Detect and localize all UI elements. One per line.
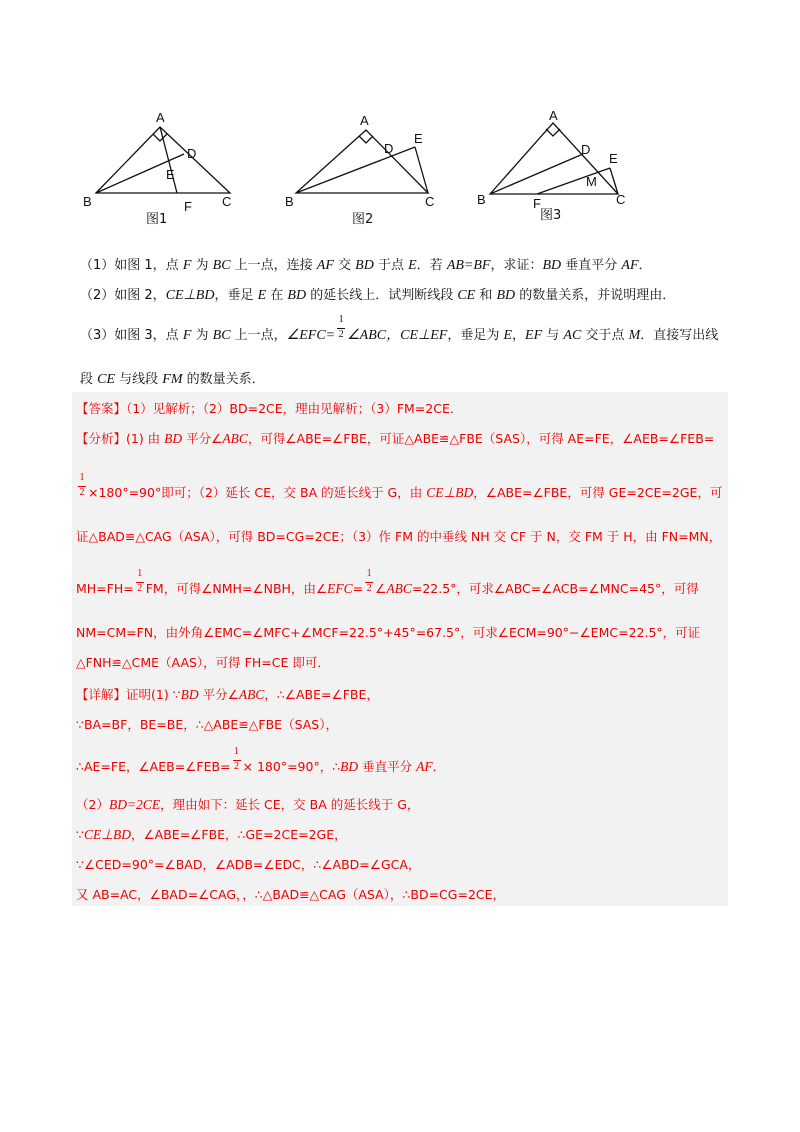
fraction-half: $\frac{1}{2}$ bbox=[234, 745, 240, 772]
label-e: E bbox=[166, 167, 175, 182]
figure-1-caption: 图1 bbox=[146, 212, 168, 227]
detail-line-2: ∵BA=BF，BE=BE，∴△ABE≌△FBE（SAS）， bbox=[76, 717, 338, 732]
label-e: E bbox=[609, 151, 618, 166]
analysis-line-2: $\frac{1}{2}$ ×180°=90°即可；（2）延长 CE，交 BA 的延长线于 G，由 CE⊥BD，∠ABE=∠FBE，可得 GE=2CE=2GE，可 bbox=[76, 484, 722, 503]
question-3: （3）如图 3，点 F 为 BC 上一点，∠EFC= $\frac{1}{2}$ ∠ABC，CE⊥EF，垂足为 E，EF 与 AC 交于点 M．直接写出线 bbox=[80, 313, 719, 343]
label-e: E bbox=[414, 131, 423, 146]
label-c: C bbox=[425, 194, 435, 209]
label-c: C bbox=[616, 192, 626, 207]
label-b: B bbox=[285, 194, 294, 209]
label-a: A bbox=[549, 108, 558, 123]
detail-line-3: ∴AE=FE，∠AEB=∠FEB= $\frac{1}{2}$ × 180°=90°，∴BD 垂直平分 AF． bbox=[76, 758, 445, 777]
figure-3-caption: 图3 bbox=[540, 208, 562, 223]
detail-line-6: ∵∠CED=90°=∠BAD，∠ADB=∠EDC，∴∠ABD=∠GCA， bbox=[76, 857, 421, 872]
segment-fe bbox=[537, 168, 610, 194]
analysis-line-6: △FNH≌△CME（AAS），可得 FH=CE 即可． bbox=[76, 655, 330, 670]
label-a: A bbox=[360, 113, 369, 128]
label-c: C bbox=[222, 194, 232, 209]
analysis-line-3: 证△BAD≌△CAG（ASA），可得 BD=CG=2CE；（3）作 FM 的中垂线 NH 交 CF 于 N，交 FM 于 H，由 FN=MN， bbox=[76, 529, 722, 544]
label-f: F bbox=[184, 199, 192, 214]
segment-bd bbox=[490, 154, 583, 194]
figure-2-caption: 图2 bbox=[352, 212, 374, 227]
label-d: D bbox=[384, 141, 394, 156]
label-a: A bbox=[156, 110, 165, 125]
label-d: D bbox=[581, 142, 591, 157]
question-1: （1）如图 1，点 F 为 BC 上一点，连接 AF 交 BD 于点 E．若 AB=BF，求证：BD 垂直平分 AF． bbox=[80, 258, 652, 273]
figure-2-diagram bbox=[280, 105, 450, 230]
detail-line-4: （2）BD=2CE，理由如下：延长 CE，交 BA 的延长线于 G， bbox=[76, 797, 420, 812]
right-angle-mark bbox=[153, 134, 167, 141]
question-3-cont: 段 CE 与线段 FM 的数量关系． bbox=[80, 372, 265, 387]
figure-3 bbox=[470, 100, 645, 225]
detail-line-7: 又 AB=AC，∠BAD=∠CAG，，∴△BAD≌△CAG（ASA），∴BD=CG=2CE， bbox=[76, 887, 506, 902]
label-f: F bbox=[533, 196, 541, 211]
segment-af bbox=[160, 127, 177, 193]
analysis-line-1: 【分析】(1) 由 BD 平分∠ABC，可得∠ABE=∠FBE，可证△ABE≌△FBE（SAS），可得 AE=FE，∠AEB=∠FEB= bbox=[76, 431, 715, 446]
figure-3-diagram bbox=[470, 100, 645, 225]
figure-2 bbox=[280, 105, 450, 230]
label-b: B bbox=[83, 194, 92, 209]
segment-be bbox=[296, 147, 415, 193]
detail-line-5: ∵CE⊥BD，∠ABE=∠FBE，∴GE=2CE=2GE， bbox=[76, 827, 347, 842]
label-b: B bbox=[477, 192, 486, 207]
triangle-abc bbox=[490, 123, 618, 194]
right-angle-mark bbox=[546, 129, 560, 136]
fraction-half: $\frac{1}{2}$ bbox=[338, 313, 344, 340]
question-2: （2）如图 2，CE⊥BD，垂足 E 在 BD 的延长线上．试判断线段 CE 和 BD 的数量关系，并说明理由． bbox=[80, 288, 676, 303]
fraction-half: $\frac{1}{2}$ bbox=[137, 567, 143, 594]
label-m: M bbox=[586, 174, 597, 189]
detail-line-1: 【详解】证明(1) ∵BD 平分∠ABC，∴∠ABE=∠FBE， bbox=[76, 687, 379, 702]
right-angle-mark bbox=[359, 136, 373, 143]
fraction-half: $\frac{1}{2}$ bbox=[366, 567, 372, 594]
figure-1 bbox=[80, 105, 250, 230]
label-d: D bbox=[187, 146, 197, 161]
figure-1-diagram bbox=[80, 105, 250, 230]
analysis-line-4: MH=FH= $\frac{1}{2}$ FM，可得∠NMH=∠NBH，由∠EFC= $\frac{1}{2}$ ∠ABC=22.5°，可求∠ABC=∠ACB=∠MNC=45°，可得 bbox=[76, 580, 699, 599]
fraction-half: $\frac{1}{2}$ bbox=[79, 471, 85, 498]
analysis-line-5: NM=CM=FN，由外角∠EMC=∠MFC+∠MCF=22.5°+45°=67.5°，可求∠ECM=90°−∠EMC=22.5°，可证 bbox=[76, 625, 701, 640]
answer-line: 【答案】（1）见解析；（2）BD=2CE，理由见解析；（3）FM=2CE． bbox=[76, 401, 463, 416]
